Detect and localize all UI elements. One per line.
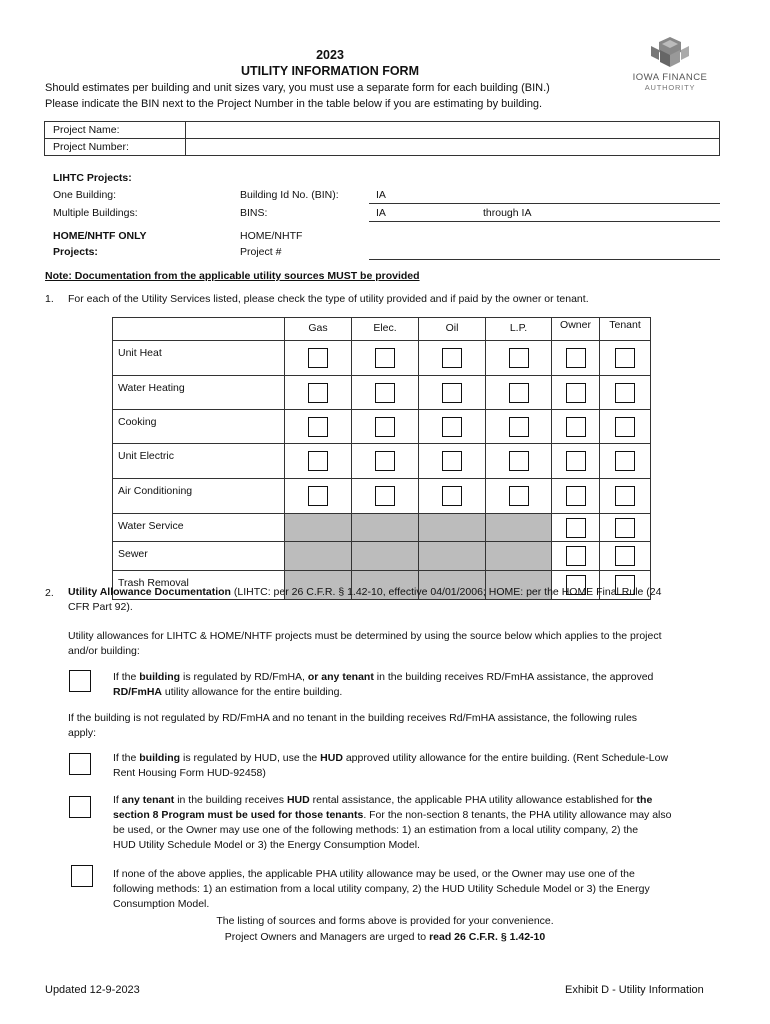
checkbox-unit-electric-tenant[interactable] (615, 451, 635, 471)
q2-paragraph-1 (68, 629, 738, 659)
checkbox-unit-heat-elec[interactable] (375, 348, 395, 368)
home-heading-2: Projects: (53, 246, 98, 258)
checkbox-air-conditioning-owner[interactable] (566, 486, 586, 506)
footer-exhibit: Exhibit D - Utility Information (565, 984, 704, 996)
project-number-label: Project Number: (45, 139, 186, 156)
q2-text-1: (LIHTC: per 26 C.F.R. § 1.42-10, effective 04/01/2006; HOME: per the HOME Final Rule (24 (230, 586, 662, 598)
checkbox-cooking-gas[interactable] (308, 417, 328, 437)
option-rd-fmha-text: If the building is regulated by RD/FmHA, or any tenant in the building receives RD/FmHA assistance, the approved RD/FmHA utility allowance for the entire building. (113, 671, 654, 698)
checkbox-unit-heat-owner[interactable] (566, 348, 586, 368)
q2-heading (68, 585, 728, 615)
home-heading-1: HOME/NHTF ONLY (53, 230, 147, 242)
bin-ia-prefix: IA (376, 189, 386, 201)
checkbox-water-heating-owner[interactable] (566, 383, 586, 403)
checkbox-cooking-elec[interactable] (375, 417, 395, 437)
q2-p2-line-a: If the building is not regulated by RD/FmHA and no tenant in the building receives Rd/FmHA assistance, the following rules (68, 712, 638, 724)
closing-line-1: The listing of sources and forms above is provided for your convenience. (216, 915, 554, 927)
row-trash-removal: Trash Removal (113, 571, 285, 600)
q1-text: For each of the Utility Services listed, please check the type of utility provided and if paid by the owner or tenant. (68, 293, 589, 305)
row-air-conditioning: Air Conditioning (113, 479, 285, 514)
checkbox-water-heating-gas[interactable] (308, 383, 328, 403)
bins-label: BINS: (240, 207, 268, 219)
project-name-field[interactable] (186, 122, 720, 139)
project-info-table (44, 121, 720, 156)
checkbox-unit-heat-oil[interactable] (442, 348, 462, 368)
checkbox-cooking-owner[interactable] (566, 417, 586, 437)
checkbox-sewer-owner[interactable] (566, 546, 586, 566)
checkbox-water-heating-tenant[interactable] (615, 383, 635, 403)
q2-paragraph-2 (68, 711, 738, 741)
checkbox-unit-electric-gas[interactable] (308, 451, 328, 471)
table-row (113, 542, 651, 571)
col-lp: L.P. (486, 318, 552, 341)
na-cell (419, 542, 486, 571)
checkbox-unit-electric-oil[interactable] (442, 451, 462, 471)
row-unit-electric: Unit Electric (113, 444, 285, 479)
row-water-service: Water Service (113, 514, 285, 542)
checkbox-hud-regulated[interactable] (69, 753, 91, 775)
na-cell (352, 514, 419, 542)
checkbox-unit-electric-owner[interactable] (566, 451, 586, 471)
checkbox-unit-heat-gas[interactable] (308, 348, 328, 368)
table-row (113, 341, 651, 376)
closing-line-2: Project Owners and Managers are urged to read 26 C.F.R. § 1.42-10 (224, 931, 546, 943)
project-number-field[interactable] (186, 139, 720, 156)
bins-ia-prefix: IA (376, 207, 386, 219)
logo-name: IOWA FINANCE (632, 72, 708, 83)
one-building-label: One Building: (53, 189, 117, 201)
checkbox-hud-rental-assistance[interactable] (69, 796, 91, 818)
q2-p1-line-a: Utility allowances for LIHTC & HOME/NHTF projects must be determined by using the source below which applies to the project (68, 630, 662, 642)
na-cell (419, 514, 486, 542)
q2-title: Utility Allowance Documentation (68, 586, 231, 598)
option-hud-rental-text: If any tenant in the building receives HUD rental assistance, the applicable PHA utility allowance established for the section 8 Program must be used for those tenants. For the non-section 8 tenants, the PHA utility allowance may also be used, or the Owner may use one of the following methods: 1) an estimation from a local utility company, 2) the HUD Utility Schedule Model or 3) the Energy Consumption Model. (113, 794, 672, 851)
checkbox-water-service-owner[interactable] (566, 518, 586, 538)
col-elec: Elec. (352, 318, 419, 341)
checkbox-none-applies[interactable] (71, 865, 93, 887)
na-cell (486, 542, 552, 571)
form-title: UTILITY INFORMATION FORM (241, 64, 419, 78)
na-cell (285, 514, 352, 542)
home-label-2: Project # (240, 246, 282, 258)
bins-input-line[interactable] (369, 221, 720, 222)
table-row (113, 376, 651, 410)
row-unit-heat: Unit Heat (113, 341, 285, 376)
home-label-1: HOME/NHTF (240, 230, 303, 242)
option-none-applies-text: If none of the above applies, the applicable PHA utility allowance may be used, or the Owner may use one of the following methods: 1) an estimation from a local utility company, 2) the HUD Utility Schedule Model or 3) the Energy Consumption Model. (113, 868, 650, 910)
option-hud-regulated-text: If the building is regulated by HUD, use the HUD approved utility allowance for the entire building. (Rent Schedule-Low Rent Housing Form HUD-92458) (113, 752, 669, 779)
checkbox-cooking-tenant[interactable] (615, 417, 635, 437)
checkbox-air-conditioning-elec[interactable] (375, 486, 395, 506)
q2-text-2: CFR Part 92). (68, 601, 133, 613)
table-row (113, 410, 651, 444)
q2-p2-line-b: apply: (68, 727, 97, 739)
project-name-label: Project Name: (45, 122, 186, 139)
intro-line-1: Should estimates per building and unit sizes vary, you must use a separate form for each building (BIN.) (45, 82, 550, 94)
multiple-buildings-label: Multiple Buildings: (53, 207, 138, 219)
table-row (113, 514, 651, 542)
checkbox-sewer-tenant[interactable] (615, 546, 635, 566)
checkbox-water-heating-oil[interactable] (442, 383, 462, 403)
checkbox-unit-electric-elec[interactable] (375, 451, 395, 471)
na-cell (486, 514, 552, 542)
checkbox-rd-fmha[interactable] (69, 670, 91, 692)
checkbox-air-conditioning-lp[interactable] (509, 486, 529, 506)
footer-updated: Updated 12-9-2023 (45, 984, 140, 996)
lihtc-heading: LIHTC Projects: (53, 172, 132, 184)
q2-number: 2. (45, 587, 54, 599)
checkbox-air-conditioning-tenant[interactable] (615, 486, 635, 506)
table-row (113, 444, 651, 479)
q2-p1-line-b: and/or building: (68, 645, 140, 657)
checkbox-cooking-lp[interactable] (509, 417, 529, 437)
na-cell (352, 542, 419, 571)
row-sewer: Sewer (113, 542, 285, 571)
checkbox-cooking-oil[interactable] (442, 417, 462, 437)
checkbox-unit-electric-lp[interactable] (509, 451, 529, 471)
utility-table-corner (113, 318, 285, 341)
row-water-heating: Water Heating (113, 376, 285, 410)
bin-label: Building Id No. (BIN): (240, 189, 339, 201)
iowa-finance-authority-logo (620, 36, 720, 92)
checkbox-air-conditioning-gas[interactable] (308, 486, 328, 506)
utility-table (112, 317, 651, 600)
intro-line-2: Please indicate the BIN next to the Project Number in the table below if you are estimating by building. (45, 98, 543, 110)
checkbox-water-heating-lp[interactable] (509, 383, 529, 403)
bin-input-line[interactable] (369, 203, 720, 204)
checkbox-unit-heat-tenant[interactable] (615, 348, 635, 368)
logo-cubes-icon (648, 36, 692, 70)
form-year: 2023 (316, 48, 344, 62)
checkbox-water-heating-elec[interactable] (375, 383, 395, 403)
q1-number: 1. (45, 293, 54, 305)
bins-through-label: through IA (483, 207, 532, 219)
home-project-input-line[interactable] (369, 259, 720, 260)
col-tenant: Tenant (600, 318, 651, 341)
table-row (113, 479, 651, 514)
logo-sub: AUTHORITY (644, 83, 696, 92)
col-gas: Gas (285, 318, 352, 341)
checkbox-air-conditioning-oil[interactable] (442, 486, 462, 506)
col-oil: Oil (419, 318, 486, 341)
documentation-note: Note: Documentation from the applicable utility sources MUST be provided (45, 270, 420, 282)
checkbox-unit-heat-lp[interactable] (509, 348, 529, 368)
row-cooking: Cooking (113, 410, 285, 444)
checkbox-water-service-tenant[interactable] (615, 518, 635, 538)
col-owner: Owner (552, 318, 600, 341)
na-cell (285, 542, 352, 571)
